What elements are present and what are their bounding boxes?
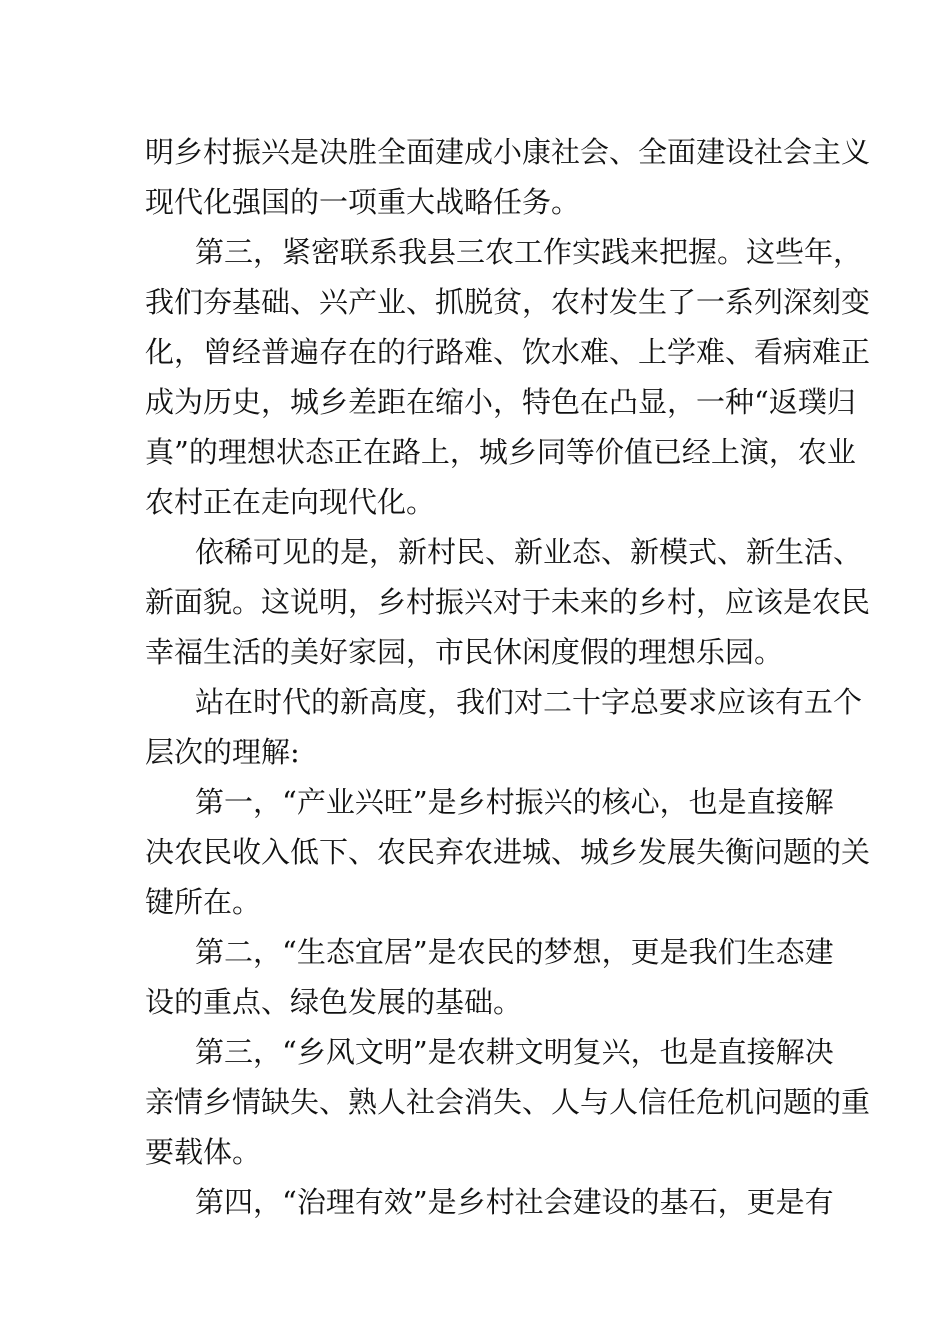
text-line: 现代化强国的一项重大战略任务。 <box>145 185 581 219</box>
text-line: 新面貌。这说明，乡村振兴对于未来的乡村，应该是农民 <box>145 585 871 619</box>
text-line: 第四，“治理有效”是乡村社会建设的基石，更是有 <box>195 1185 834 1219</box>
text-line: 依稀可见的是，新村民、新业态、新模式、新生活、 <box>195 535 863 569</box>
text-line: 键所在。 <box>145 885 262 919</box>
text-line: 真”的理想状态正在路上，城乡同等价值已经上演，农业 <box>145 435 856 469</box>
text-line: 亲情乡情缺失、熟人社会消失、人与人信任危机问题的重 <box>145 1085 871 1119</box>
text-line: 要载体。 <box>145 1135 262 1169</box>
text-line: 设的重点、绿色发展的基础。 <box>145 985 523 1019</box>
text-line: 农村正在走向现代化。 <box>145 485 436 519</box>
text-line: 我们夯基础、兴产业、抓脱贫，农村发生了一系列深刻变 <box>145 285 871 319</box>
text-line: 站在时代的新高度，我们对二十字总要求应该有五个 <box>195 685 863 719</box>
text-line: 层次的理解: <box>145 735 300 769</box>
text-line: 明乡村振兴是决胜全面建成小康社会、全面建设社会主义 <box>145 135 871 169</box>
text-line: 第三，“乡风文明”是农耕文明复兴，也是直接解决 <box>195 1035 834 1069</box>
text-line: 成为历史，城乡差距在缩小，特色在凸显，一种“返璞归 <box>145 385 856 419</box>
text-line: 第二，“生态宜居”是农民的梦想，更是我们生态建 <box>195 935 834 969</box>
text-line: 幸福生活的美好家园，市民休闲度假的理想乐园。 <box>145 635 784 669</box>
text-line: 化，曾经普遍存在的行路难、饮水难、上学难、看病难正 <box>145 335 871 369</box>
text-line: 决农民收入低下、农民弃农进城、城乡发展失衡问题的关 <box>145 835 871 869</box>
text-line: 第一，“产业兴旺”是乡村振兴的核心，也是直接解 <box>195 785 834 819</box>
text-line: 第三，紧密联系我县三农工作实践来把握。这些年， <box>195 235 863 269</box>
